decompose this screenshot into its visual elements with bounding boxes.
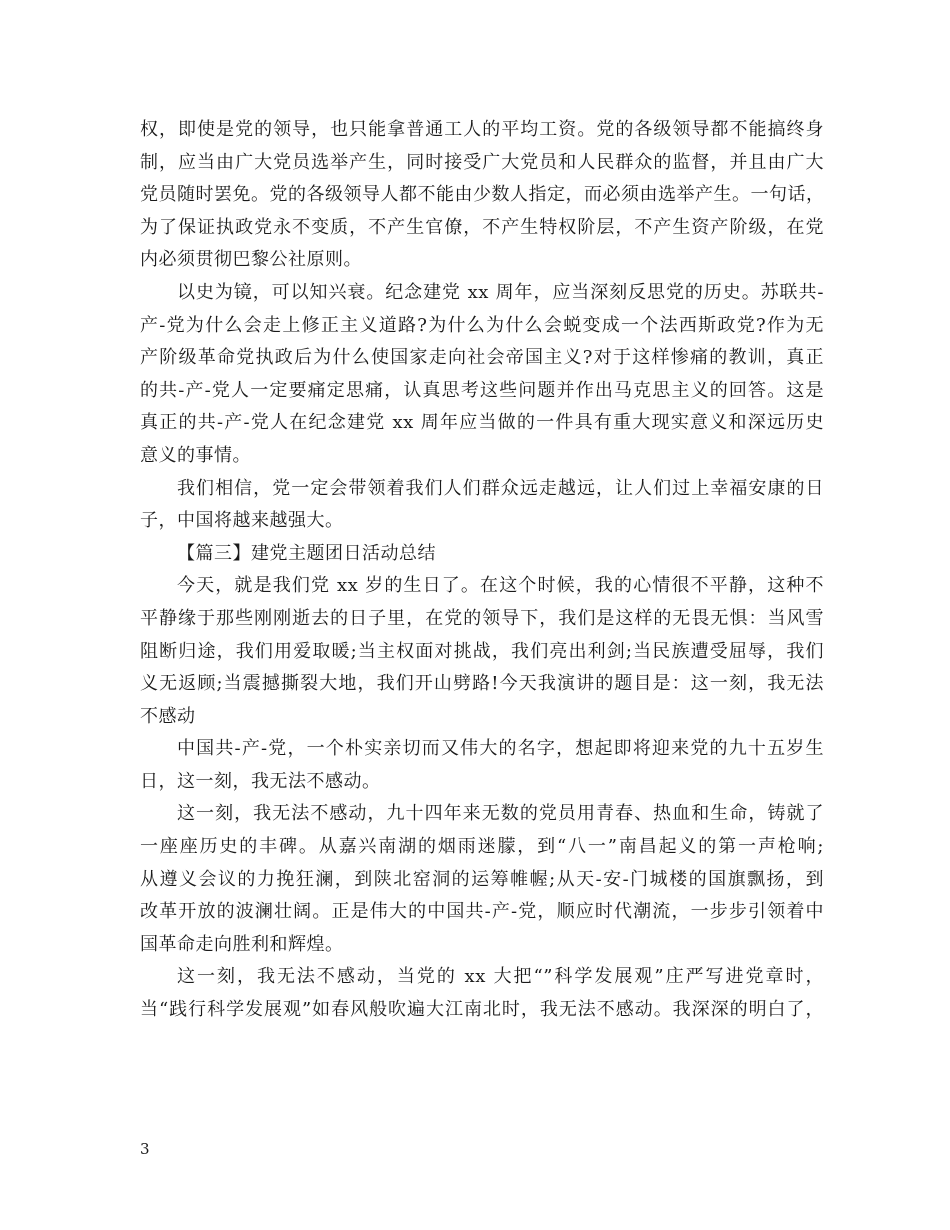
text-line: 内必须贯彻巴黎公社原则。 [140,249,362,271]
text-line: 党员随时罢免。党的各级领导人都不能由少数人指定，而必须由选举产生。一句话， [140,184,824,206]
text-line: 产阶级革命党执政后为什么使国家走向社会帝国主义?对于这样惨痛的教训，真正 [140,347,824,369]
text-line: 这一刻，我无法不感动，九十四年来无数的党员用青春、热血和生命，铸就了 [177,803,824,825]
text-line: 从遵义会议的力挽狂澜，到陕北窑洞的运筹帷幄;从天-安-门城楼的国旗飘扬，到 [140,868,824,890]
text-line: 这一刻，我无法不感动，当党的 xx 大把“”科学发展观”庄严写进党章时， [177,966,824,988]
text-line: 阻断归途，我们用爱取暖;当主权面对挑战，我们亮出利剑;当民族遭受屈辱，我们 [140,640,824,662]
text-line: 一座座历史的丰碑。从嘉兴南湖的烟雨迷朦，到“八一”南昌起义的第一声枪响; [140,836,824,858]
body-text [140,114,824,1027]
text-line: 我们相信，党一定会带领着我们人们群众远走越远，让人们过上幸福安康的日 [177,477,824,499]
text-line: 当“践行科学发展观”如春风般吹遍大江南北时，我无法不感动。我深深的明白了， [140,999,824,1021]
text-line: 以史为镜，可以知兴衰。纪念建党 xx 周年，应当深刻反思党的历史。苏联共- [177,281,824,303]
text-line: 义无返顾;当震撼撕裂大地，我们开山劈路!今天我演讲的题目是：这一刻，我无法 [140,673,824,695]
text-line: 的共-产-党人一定要痛定思痛，认真思考这些问题并作出马克思主义的回答。这是 [140,379,824,401]
text-line: 平静缘于那些刚刚逝去的日子里，在党的领导下，我们是这样的无畏无惧：当风雪 [140,607,824,629]
text-line: 制，应当由广大党员选举产生，同时接受广大党员和人民群众的监督，并且由广大 [140,151,824,173]
text-line: 为了保证执政党永不变质，不产生官僚，不产生特权阶层，不产生资产阶级，在党 [140,216,824,238]
text-line: 国革命走向胜利和辉煌。 [140,933,344,955]
text-line: 产-党为什么会走上修正主义道路?为什么为什么会蜕变成一个法西斯政党?作为无 [140,314,824,336]
text-line: 权，即使是党的领导，也只能拿普通工人的平均工资。党的各级领导都不能搞终身 [140,119,824,140]
page-number: 3 [140,1140,150,1158]
text-line: 【篇三】建党主题团日活动总结 [177,542,436,564]
text-line: 意义的事情。 [140,444,251,466]
text-line: 真正的共-产-党人在纪念建党 xx 周年应当做的一件具有重大现实意义和深远历史 [140,412,824,434]
text-line: 今天，就是我们党 xx 岁的生日了。在这个时候，我的心情很不平静，这种不 [177,575,824,597]
text-line: 子，中国将越来越强大。 [140,510,344,532]
text-line: 改革开放的波澜壮阔。正是伟大的中国共-产-党，顺应时代潮流，一步步引领着中 [140,901,824,923]
text-line: 不感动 [140,705,196,727]
text-line: 日，这一刻，我无法不感动。 [140,770,381,792]
text-line: 中国共-产-党，一个朴实亲切而又伟大的名字，想起即将迎来党的九十五岁生 [177,738,824,760]
